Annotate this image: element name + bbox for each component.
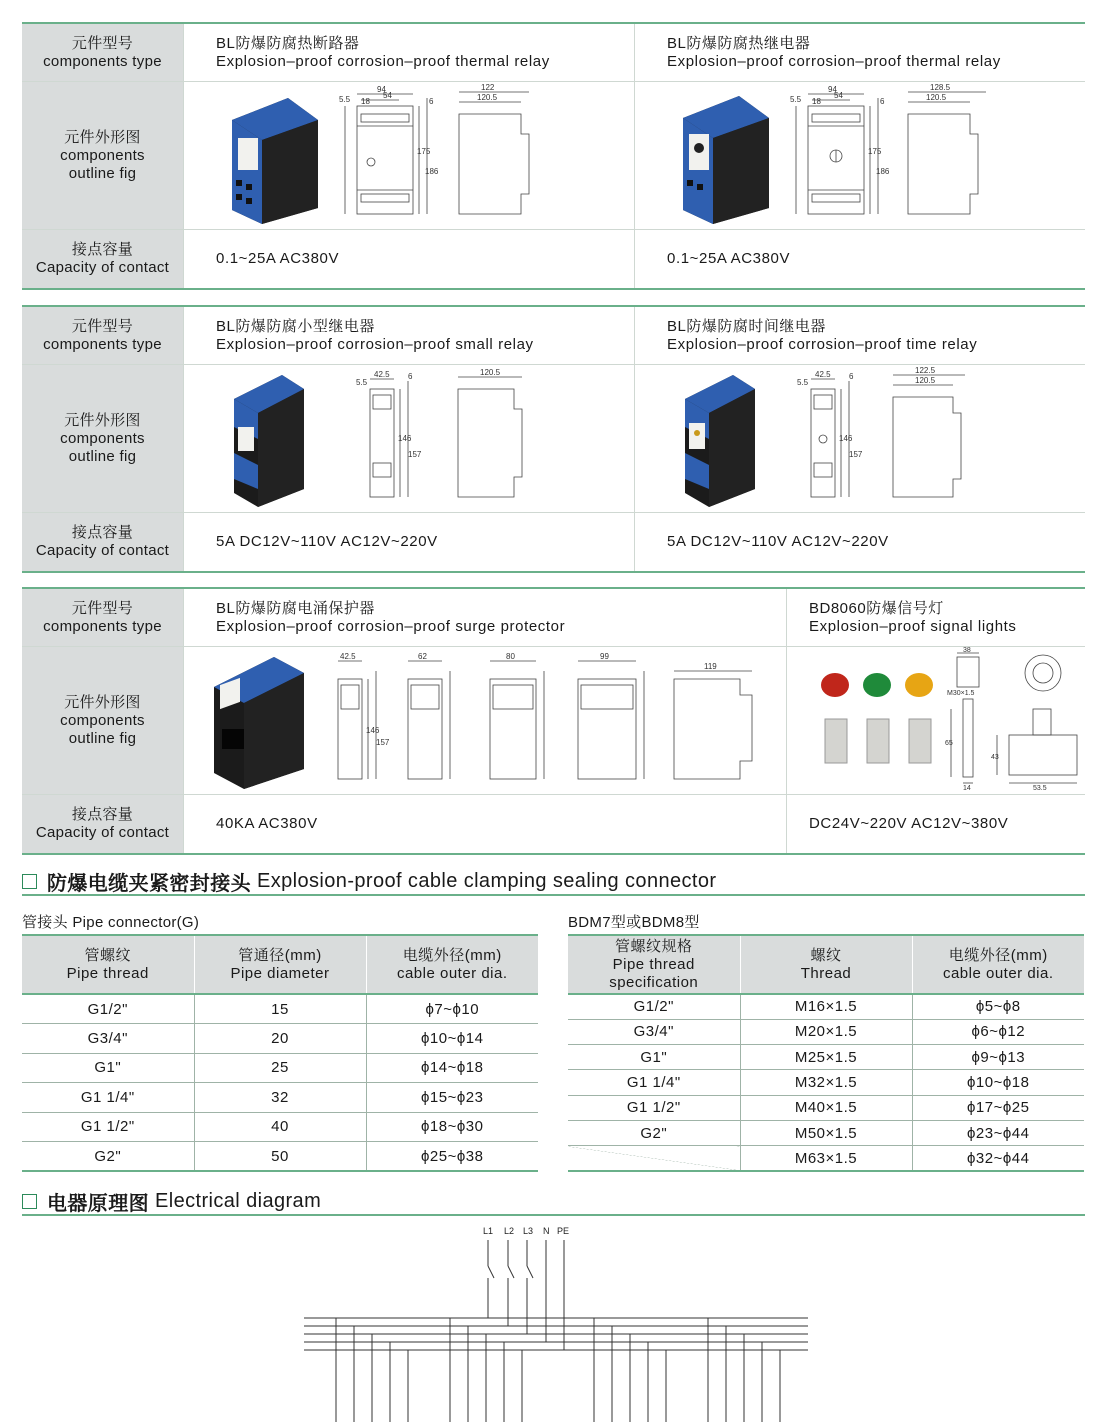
bus-label-l1: L1 [483,1226,494,1236]
product-name-cell [183,589,786,646]
section-title-en: Explosion-proof cable clamping sealing connector [257,869,717,892]
dim-label: 54 [383,91,392,100]
table-cell: 25 [194,1053,366,1083]
table-cell: M40×1.5 [740,1095,912,1120]
section-title-en: Electrical diagram [155,1189,322,1212]
column-header: 管螺纹规格 Pipe thread specification [568,935,740,994]
product-name-cell [183,24,634,81]
pipe-table-caption: 管接头 Pipe connector(G) [22,914,200,931]
dim-label: 5.5 [339,95,351,104]
table-cell: ϕ6~ϕ12 [912,1019,1084,1044]
table-row [22,1024,538,1054]
capacity-label-cn: 接点容量 [71,524,134,541]
capacity-value: 0.1~25A AC380V [634,230,1085,288]
table-cell: ϕ7~ϕ10 [366,994,538,1024]
capacity-value: 0.1~25A AC380V [183,230,634,288]
dim-label: 157 [849,450,863,459]
table-cell: 40 [194,1112,366,1142]
capacity-value: 40KA AC380V [183,795,786,853]
table-cell: G1/2" [568,994,740,1019]
dim-label: 186 [425,167,439,176]
figure-label-en: outline fig [68,164,137,182]
thermal-breaker-drawing [339,84,599,224]
dim-label: 146 [366,726,380,735]
column-header: 管通径(mm) Pipe diameter [194,935,366,994]
table-cell: G1" [568,1045,740,1070]
table-cell: M25×1.5 [740,1045,912,1070]
dim-label: 42.5 [815,370,831,379]
dim-label: 53.5 [1033,785,1047,792]
table-cell: ϕ23~ϕ44 [912,1120,1084,1145]
figure-label-en: components [60,711,145,729]
product-name-en: Explosion–proof corrosion–proof small relay [216,335,534,353]
dim-label: 119 [704,662,717,671]
dim-label: 186 [876,167,890,176]
dim-label: 42.5 [340,652,356,661]
figure-label-cn: 元件外形图 [64,128,141,146]
capacity-row [22,230,1085,288]
column-header: 电缆外径(mm) cable outer dia. [366,935,538,994]
dim-label: 146 [398,434,412,443]
product-name-en: Explosion–proof corrosion–proof surge protector [216,617,566,635]
figure-label [22,647,183,794]
figure-label-cn: 元件外形图 [64,411,141,429]
product-name-en: Explosion–proof signal lights [809,617,1017,635]
type-label-cn: 元件型号 [71,317,134,335]
table-cell: G2" [568,1120,740,1145]
dim-label: 157 [408,450,422,459]
product-name-en: Explosion–proof corrosion–proof thermal relay [667,52,1001,70]
table-cell: M50×1.5 [740,1120,912,1145]
surge-protector-drawing [322,649,782,791]
dim-label: 120.5 [477,93,498,102]
table-row [568,994,1084,1019]
section-title-cn: 防爆电缆夹紧密封接头 [47,872,251,895]
table-cell: G1/2" [22,994,194,1024]
table-cell: G3/4" [22,1024,194,1054]
figure-cell [634,365,1085,512]
table-row [22,1053,538,1083]
thermal-breaker-photo [214,90,324,225]
product-name-cn: BL防爆防腐时间继电器 [667,317,826,335]
product-name-cn: BL防爆防腐热断路器 [216,34,360,52]
table-cell: 20 [194,1024,366,1054]
column-header: 管螺纹 Pipe thread [22,935,194,994]
dim-label: 62 [418,652,427,661]
product-name-cn: BD8060防爆信号灯 [809,599,944,617]
table-row [568,1120,1084,1145]
dim-label: 5.5 [790,95,802,104]
table-cell: ϕ10~ϕ14 [366,1024,538,1054]
signal-lights-photo [817,667,947,777]
pipe-connector-table [22,934,538,1172]
capacity-label [22,230,183,288]
bus-label-n: N [543,1226,550,1236]
table-row [568,1146,1084,1171]
type-label [22,24,183,81]
table-row [22,1142,538,1172]
figure-cell [183,647,786,794]
bus-label-l3: L3 [523,1226,534,1236]
table-cell: G2" [22,1142,194,1172]
figure-label [22,82,183,229]
capacity-value: 5A DC12V~110V AC12V~220V [634,513,1085,571]
dim-label: 157 [376,738,390,747]
section-title-cn: 电器原理图 [47,1192,149,1215]
dim-label: 99 [600,652,609,661]
type-row [22,307,1085,365]
dim-label: 128.5 [930,83,951,92]
figure-cell [634,82,1085,229]
dim-label: 18 [361,97,370,106]
bus-label-l2: L2 [504,1226,515,1236]
product-name-en: Explosion–proof corrosion–proof time relay [667,335,978,353]
surge-protector-photo [204,651,314,791]
time-relay-photo [675,369,765,509]
type-label-en: components type [43,335,162,353]
table-cell: M63×1.5 [740,1146,912,1171]
thermal-relay-photo [665,88,775,226]
type-label [22,589,183,646]
figure-label-en: outline fig [68,729,137,747]
small-relay-photo [224,369,314,509]
table-cell: ϕ9~ϕ13 [912,1045,1084,1070]
figure-cell [786,647,1085,794]
table-cell: ϕ5~ϕ8 [912,994,1084,1019]
dim-label: 120.5 [926,93,947,102]
bdm-table-caption: BDM7型或BDM8型 [568,914,700,931]
empty-diagonal-cell [568,1146,740,1171]
capacity-label [22,513,183,571]
table-cell: ϕ10~ϕ18 [912,1070,1084,1095]
column-header: 螺纹 Thread [740,935,912,994]
table-cell: M32×1.5 [740,1070,912,1095]
figure-label-en: components [60,429,145,447]
product-name-cell [634,24,1085,81]
electrical-diagram [300,1222,812,1422]
product-name-cell [183,307,634,364]
dim-label: 94 [377,85,386,94]
table-cell: 15 [194,994,366,1024]
table-row [568,1019,1084,1044]
dim-label: 6 [408,372,413,381]
dim-label: 18 [812,97,821,106]
figure-cell [183,82,634,229]
dim-label: 5.5 [797,378,809,387]
table-cell: G1 1/4" [568,1070,740,1095]
type-label-en: components type [43,52,162,70]
column-header: 电缆外径(mm) cable outer dia. [912,935,1084,994]
cable-connector-heading [22,868,1085,896]
bus-label-pe: PE [557,1226,570,1236]
dim-label: 175 [868,147,882,156]
capacity-row [22,795,1085,853]
capacity-value: 5A DC12V~110V AC12V~220V [183,513,634,571]
product-name-en: Explosion–proof corrosion–proof thermal relay [216,52,550,70]
table-cell: ϕ14~ϕ18 [366,1053,538,1083]
table-cell: G1 1/2" [568,1095,740,1120]
dim-label: 5.5 [356,378,368,387]
signal-lights-drawing [947,649,1077,791]
spec-block-1 [22,22,1085,290]
figure-cell [183,365,634,512]
figure-label-en: outline fig [68,447,137,465]
dim-label: 80 [506,652,515,661]
capacity-row [22,513,1085,571]
small-relay-drawing [354,367,584,507]
dim-label: 38 [963,647,971,654]
checkbox-square-icon [22,1194,37,1209]
capacity-label-en: Capacity of contact [35,259,170,276]
dim-label: 120.5 [480,368,501,377]
dim-label: 14 [963,785,971,792]
table-cell: G1 1/4" [22,1083,194,1113]
figure-row [22,647,1085,795]
table-cell: 50 [194,1142,366,1172]
dim-label: 54 [834,91,843,100]
table-cell: G1 1/2" [22,1112,194,1142]
capacity-label-en: Capacity of contact [35,824,170,841]
product-name-cell [634,307,1085,364]
dim-label: 6 [880,97,885,106]
capacity-value: DC24V~220V AC12V~380V [786,795,1085,853]
dim-label: 42.5 [374,370,390,379]
dim-label: 94 [828,85,837,94]
table-cell: M20×1.5 [740,1019,912,1044]
table-cell: M16×1.5 [740,994,912,1019]
time-relay-drawing [795,367,1035,507]
product-name-cn: BL防爆防腐电涌保护器 [216,599,375,617]
dim-label: 6 [849,372,854,381]
capacity-label-cn: 接点容量 [71,806,134,823]
type-label-cn: 元件型号 [71,34,134,52]
dim-label: 146 [839,434,853,443]
checkbox-square-icon [22,874,37,889]
table-row [568,1095,1084,1120]
product-name-cn: BL防爆防腐小型继电器 [216,317,375,335]
spec-block-3 [22,587,1085,855]
type-label-cn: 元件型号 [71,599,134,617]
table-cell: 32 [194,1083,366,1113]
table-row [568,1070,1084,1095]
capacity-label-en: Capacity of contact [35,542,170,559]
table-cell: G1" [22,1053,194,1083]
table-row [22,1112,538,1142]
electrical-diagram-heading [22,1188,1085,1216]
dim-label: 43 [991,754,999,761]
type-row [22,24,1085,82]
table-cell: ϕ15~ϕ23 [366,1083,538,1113]
product-name-cell [786,589,1085,646]
capacity-label [22,795,183,853]
figure-label [22,365,183,512]
figure-label-cn: 元件外形图 [64,693,141,711]
table-cell: ϕ25~ϕ38 [366,1142,538,1172]
figure-label-en: components [60,146,145,164]
bdm-connector-table [568,934,1084,1172]
figure-row [22,365,1085,513]
dim-label: 122.5 [915,366,936,375]
type-label-en: components type [43,617,162,635]
dim-label: M30×1.5 [947,690,975,697]
figure-row [22,82,1085,230]
capacity-label-cn: 接点容量 [71,241,134,258]
table-row [568,1045,1084,1070]
table-row [22,994,538,1024]
table-cell: ϕ17~ϕ25 [912,1095,1084,1120]
dim-label: 6 [429,97,434,106]
dim-label: 122 [481,83,495,92]
type-row [22,589,1085,647]
thermal-relay-drawing [790,84,1050,224]
dim-label: 175 [417,147,431,156]
spec-block-2 [22,305,1085,573]
dim-label: 120.5 [915,376,936,385]
table-cell: G3/4" [568,1019,740,1044]
table-cell: ϕ32~ϕ44 [912,1146,1084,1171]
table-row [22,1083,538,1113]
dim-label: 65 [945,740,953,747]
type-label [22,307,183,364]
table-cell: ϕ18~ϕ30 [366,1112,538,1142]
product-name-cn: BL防爆防腐热继电器 [667,34,811,52]
